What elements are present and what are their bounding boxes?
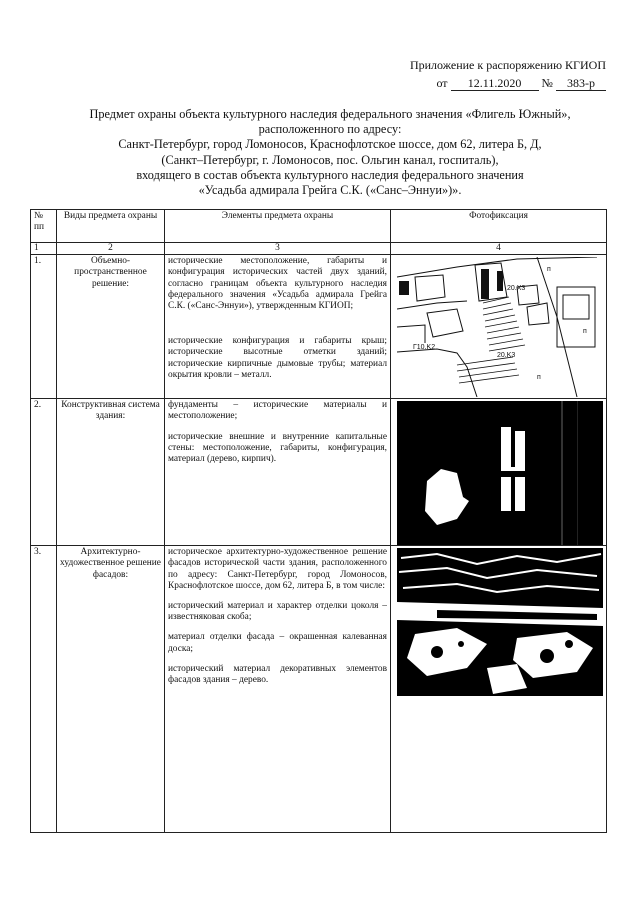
interior-window-photo [397, 401, 603, 545]
photo-cell [391, 546, 607, 833]
row-number: 1. [31, 255, 57, 399]
map-label: Г10.K2 [413, 344, 436, 352]
row-number: 3. [31, 546, 57, 833]
title-line: Санкт-Петербург, город Ломоносов, Краснофлотское шоссе, дом 62, литера Б, Д, [118, 137, 542, 152]
table-row [31, 546, 607, 833]
table-header-row [31, 210, 607, 243]
row-kind: Архитектурно-художественное решение фасадов: [57, 546, 165, 833]
title-line: «Усадьба адмирала Грейга С.К. («Санс–Эннуи»)». [198, 183, 462, 198]
order-reference [436, 76, 606, 91]
map-label: п [583, 328, 587, 336]
map-label: п [537, 374, 541, 382]
document-title [40, 107, 620, 198]
row-number: 2. [31, 399, 57, 546]
photo-cell [391, 399, 607, 546]
col-number: 2 [57, 243, 165, 255]
row-elements [165, 399, 391, 546]
table-row [31, 255, 607, 399]
map-label: 20.K3 [497, 352, 516, 360]
element-paragraph: исторический материал и характер отделки цоколя – известняковая скоба; [168, 601, 387, 623]
col-header-elements: Элементы предмета охраны [165, 210, 391, 243]
col-header-photo: Фотофиксация [391, 210, 607, 243]
column-number-row [31, 243, 607, 255]
title-line: входящего в состав объекта культурного наследия федерального значения [136, 167, 524, 182]
facade-detail-photo [397, 548, 603, 696]
order-date: 12.11.2020 [451, 77, 539, 91]
col-header-kind: Виды предмета охраны [57, 210, 165, 243]
element-paragraph: исторические местоположение, габариты и конфигурация исторических частей двух зданий, согласно границам объекта культурного наследия федерального значения «Усадьба адмирала Грейга С.К. («Санс-Эннуи»), утвержденным КГИОП; [168, 256, 387, 312]
element-paragraph: исторические конфигурация и габариты крыш; исторические высотные отметки зданий; исторические кирпичные дымовые трубы; материал окрытия кровли – металл. [168, 336, 387, 380]
element-paragraph: историческое архитектурно-художественное решение фасадов исторической части здания, расположенного по адресу: Санкт-Петербург, город Ломоносов, Краснофлотское шоссе, дом 62, литера Б, в том числе: [168, 547, 387, 591]
row-kind: Конструктивная система здания: [57, 399, 165, 546]
protection-table [30, 209, 607, 833]
order-number: 383-р [556, 77, 606, 91]
title-line: (Санкт–Петербург, г. Ломоносов, пос. Ольгин канал, госпиталь), [161, 152, 499, 167]
title-line: расположенного по адресу: [258, 122, 402, 137]
photo-cell [391, 255, 607, 399]
col-number: 3 [165, 243, 391, 255]
element-paragraph: материал отделки фасада – окрашенная калеванная доска; [168, 632, 387, 654]
title-line: Предмет охраны объекта культурного наследия федерального значения «Флигель Южный», [89, 107, 571, 121]
date-prefix: от [436, 76, 448, 90]
element-paragraph: исторический материал декоративных элементов фасадов здания – дерево. [168, 663, 387, 686]
appendix-caption [410, 58, 606, 72]
element-paragraph: фундаменты – исторические материалы и местоположение; [168, 400, 387, 422]
col-number: 4 [391, 243, 607, 255]
col-header-number: № пп [31, 210, 57, 243]
col-number: 1 [31, 243, 57, 255]
row-elements [165, 255, 391, 399]
map-label: 20.X3 [507, 285, 526, 293]
table-row [31, 399, 607, 546]
appendix-text: Приложение к распоряжению КГИОП [409, 58, 606, 72]
element-paragraph: исторические внешние и внутренние капитальные стены: местоположение, габариты, конфигурация, материал (дерево, кирпич). [168, 431, 387, 465]
site-plan-map [397, 257, 597, 397]
row-kind: Объемно-пространственное решение: [57, 255, 165, 399]
map-label: п [547, 266, 551, 274]
number-prefix: № [541, 76, 553, 90]
row-elements [165, 546, 391, 833]
